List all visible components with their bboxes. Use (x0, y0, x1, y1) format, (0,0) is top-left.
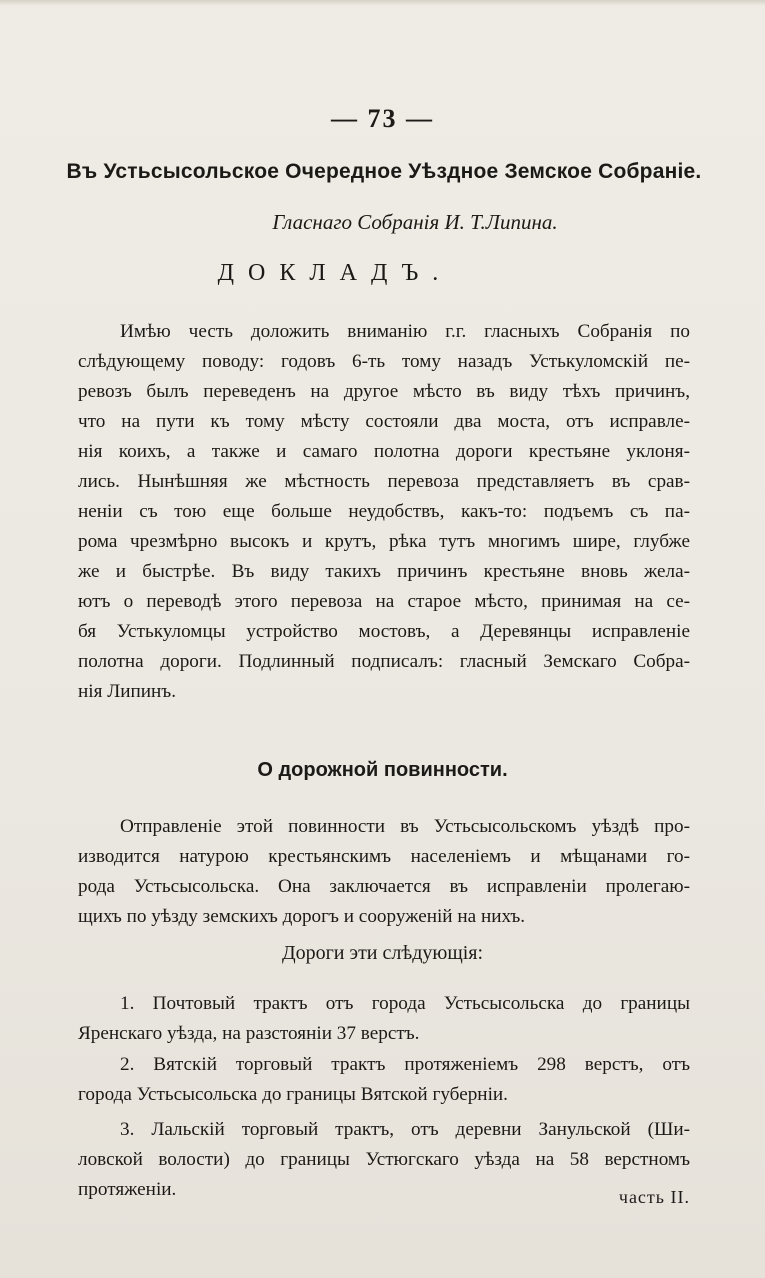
roads-heading: Дороги эти слѣдующія: (281, 942, 484, 964)
signature-mark: часть II. (618, 1187, 690, 1207)
text-line: ютъ о переводѣ этого перевоза на старое мѣсто, принимая на се- (78, 591, 690, 612)
text-line: же и быстрѣе. Въ виду такихъ причинъ крестьяне вновь жела- (78, 561, 690, 582)
text-line: города Устьсысольска до границы Вятской губерніи. (78, 1084, 508, 1105)
text-line: Яренскаго уѣзда, на разстояніи 37 верстъ. (78, 1023, 420, 1044)
report-paragraph (78, 317, 690, 707)
text-line: Отправленіе этой повинности въ Устьсысольскомъ уѣздѣ про- (120, 816, 690, 837)
text-line: 1. Почтовый трактъ отъ города Устьсысольска до границы (120, 993, 690, 1014)
road-item-1 (78, 989, 690, 1049)
road-item-2 (78, 1050, 690, 1110)
text-line: протяженіи. (78, 1179, 177, 1200)
road-duty-paragraph (78, 812, 690, 932)
text-line: Имѣю честь доложить вниманію г.г. гласныхъ Собранія по (120, 321, 690, 342)
text-line: нія коихъ, а также и самаго полотна дороги крестьяне уклоня- (78, 441, 690, 462)
scan-edge (0, 0, 765, 6)
section-heading: О дорожной повинности. (257, 759, 508, 781)
text-line: изводится натурою крестьянскимъ населеніемъ и мѣщанами го- (78, 846, 690, 867)
text-line: полотна дороги. Подлинный подписалъ: гласный Земскаго Собра- (78, 651, 690, 672)
text-line: 3. Лальскій торговый трактъ, отъ деревни Занульской (Ши- (120, 1119, 690, 1140)
text-line: рода Устьсысольска. Она заключается въ исправленіи пролегаю- (78, 876, 690, 897)
text-line: нія Липинъ. (78, 681, 177, 702)
text-line: щихъ по уѣзду земскихъ дорогъ и сооруженій на нихъ. (78, 906, 526, 927)
text-line: рома чрезмѣрно высокъ и крутъ, рѣка тутъ многимъ шире, глубже (78, 531, 690, 552)
document-author: Гласнаго Собранія И. Т.Липина. (272, 210, 558, 234)
text-line: бя Устькуломцы устройство мостовъ, а Деревянцы исправленіе (78, 621, 690, 642)
text-line: ревозъ былъ переведенъ на другое мѣсто въ виду тѣхъ причинъ, (78, 381, 690, 402)
page-number: — 73 — (331, 104, 434, 133)
text-line: слѣдующему поводу: годовъ 6-ть тому назадъ Устькуломскій пе- (78, 351, 690, 372)
text-line: что на пути къ тому мѣсту состояли два моста, отъ исправле- (78, 411, 690, 432)
report-heading: ДОКЛАДЪ. (217, 260, 453, 286)
text-line: лись. Нынѣшняя же мѣстность перевоза представляетъ въ срав- (78, 471, 690, 492)
document-title: Въ Устьсысольское Очередное Уѣздное Земское Собраніе. (66, 160, 702, 183)
text-line: неніи съ тою еще больше неудобствъ, какъ-то: подъемъ съ па- (78, 501, 690, 522)
text-line: 2. Вятскій торговый трактъ протяженіемъ 298 верстъ, отъ (120, 1054, 690, 1075)
text-line: ловской волости) до границы Устюгскаго уѣзда на 58 верстномъ (78, 1149, 690, 1170)
